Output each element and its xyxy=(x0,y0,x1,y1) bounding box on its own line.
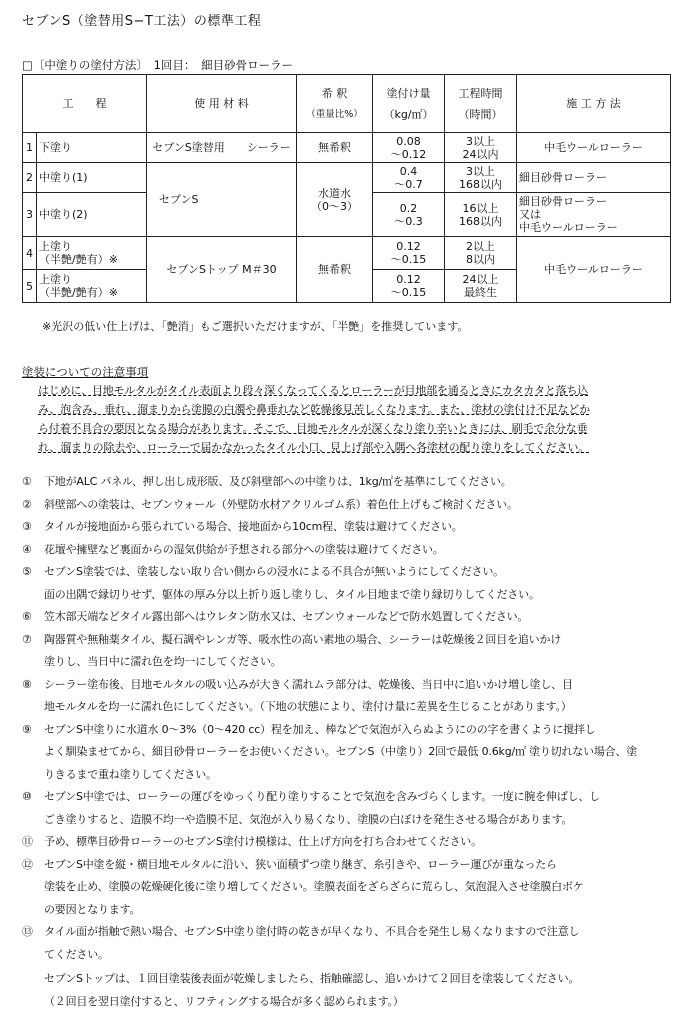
time-min: 3以上 xyxy=(447,165,514,178)
note-text xyxy=(44,516,677,539)
header-dilution-label: 希 釈 xyxy=(299,87,370,100)
row-process: 下塗り xyxy=(37,133,147,163)
dilution-range: （0〜3） xyxy=(299,200,370,213)
note-line: セブンS中塗りに水道水 0〜3%（0〜420 cc）程を加え、棒などで気泡が入らぬようにのの字を書くように撹拌し xyxy=(44,719,677,742)
row-method xyxy=(517,193,671,237)
row-dilution: 無希釈 xyxy=(297,133,373,163)
row-coverage xyxy=(373,133,445,163)
note-line: ごき塗りすると、造膜不均一や造膜不足、気泡が入り易くなり、塗膜の白ぼけを発生させる場合があります。 xyxy=(44,809,677,832)
note-number: ⑩ xyxy=(22,786,42,809)
row-number: 5 xyxy=(23,270,37,303)
row-coverage xyxy=(373,270,445,303)
time-max: 168以内 xyxy=(447,215,514,228)
header-dilution xyxy=(297,75,373,133)
note-line: 斜壁部への塗装は、セブンウォール（外壁防水材アクリルゴム系）着色仕上げもご検討ください。 xyxy=(44,494,677,517)
process-finish: （半艶/艶有）※ xyxy=(39,286,144,299)
coverage-max: 〜0.15 xyxy=(375,286,442,299)
note-line: セブンS中塗を縦・横目地モルタルに沿い、狭い面積ずつ塗り継ぎ、糸引きや、ローラー運びが重なったら xyxy=(44,854,677,877)
note-line: 塗装を止め、塗膜の乾燥硬化後に塗り増してください。塗膜表面をざらざらに荒らし、気泡混入させ塗膜白ボケ xyxy=(44,876,677,899)
row-number: 2 xyxy=(23,163,37,193)
note-line: 地モルタルを均一に濡れ色にしてください。（下地の状態により、塗付け量に差異を生じることがあります。） xyxy=(44,696,677,719)
row-time xyxy=(445,270,517,303)
coverage-min: 0.12 xyxy=(375,240,442,253)
table-row xyxy=(23,163,671,193)
row-time xyxy=(445,163,517,193)
method-or: 又は xyxy=(519,208,668,221)
header-dilution-unit: （重量比%） xyxy=(299,108,370,121)
note-line: シーラー塗布後、目地モルタルの吸い込みが大きく濡れムラ部分は、乾燥後、当日中に追いかけ増し塗し、目 xyxy=(44,674,677,697)
note-line: 花壇や擁壁など裏面からの湿気供給が予想される部分への塗装は避けてください。 xyxy=(44,539,677,562)
note-text xyxy=(44,629,677,674)
note-line: 面の出隅で縁切りせず、躯体の厚み分以上折り返し塗りし、タイル目地まで塗り縁切りしてください。 xyxy=(44,584,677,607)
note-text xyxy=(44,539,677,562)
header-time xyxy=(445,75,517,133)
row-materials: セブンS塗替用 シーラー xyxy=(147,133,297,163)
time-min: 2以上 xyxy=(447,240,514,253)
time-max: 168以内 xyxy=(447,178,514,191)
note-number: ④ xyxy=(22,539,42,562)
tail-line: （２回目を翌日塗付すると、リフティングする場合が多く認められます。） xyxy=(44,991,674,1013)
note-line: タイル面が指触で熱い場合、セブンS中塗り塗付時の乾きが早くなり、不具合を発生し易くなりますので注意し xyxy=(44,921,677,944)
table-row xyxy=(23,237,671,270)
coverage-max: 〜0.3 xyxy=(375,215,442,228)
note-number: ⑤ xyxy=(22,561,42,584)
page-title: セブンS（塗替用S−T工法）の標準工程 xyxy=(22,10,261,29)
note-line: 予め、標準目砂骨ローラーのセブンS塗付け模様は、仕上げ方向を打ち合わせてください。 xyxy=(44,831,677,854)
note-number: ⑪ xyxy=(22,831,42,854)
table-header-row xyxy=(23,75,671,133)
header-time-label: 工程時間 xyxy=(447,87,514,100)
row-time xyxy=(445,237,517,270)
dilution-water: 水道水 xyxy=(299,187,370,200)
time-max: 8以内 xyxy=(447,253,514,266)
row-materials: セブンSトップ M＃30 xyxy=(147,237,297,303)
note-text xyxy=(44,606,677,629)
time-max: 最終生 xyxy=(447,286,514,299)
process-name: 上塗り xyxy=(39,273,144,286)
coverage-min: 0.08 xyxy=(375,135,442,148)
notes-tail xyxy=(44,968,674,1013)
note-number: ② xyxy=(22,494,42,517)
header-time-unit: （時間） xyxy=(447,108,514,121)
intro-line: ら付着不具合の要因となる場合があります。そこで、目地モルタルが深くなり塗り辛いときには、刷毛で余分な垂 xyxy=(38,419,673,438)
row-process: 中塗り(1) xyxy=(37,163,147,193)
row-coverage xyxy=(373,163,445,193)
table-row xyxy=(23,133,671,163)
note-number: ⑦ xyxy=(22,629,42,652)
time-min: 3以上 xyxy=(447,135,514,148)
notes-title: 塗装についての注意事項 xyxy=(22,364,148,380)
note-line: 下地がALC パネル、押し出し成形版、及び斜壁部への中塗りは、1kg/㎡を基準にしてください。 xyxy=(44,471,677,494)
note-line: セブンS中塗では、ローラーの運びをゆっくり配り塗りすることで気泡を含みづらくします。一度に腕を伸ばし、し xyxy=(44,786,677,809)
row-method: 中毛ウールローラー xyxy=(517,133,671,163)
method-option-2: 中毛ウールローラー xyxy=(519,221,668,234)
row-process: 中塗り(2) xyxy=(37,193,147,237)
note-line: 笠木部天端などタイル露出部へはウレタン防水又は、セブンウォールなどで防水処置してください。 xyxy=(44,606,677,629)
header-coverage-unit: （kg/㎡） xyxy=(375,108,442,121)
note-text xyxy=(44,561,677,606)
row-method: 細目砂骨ローラー xyxy=(517,163,671,193)
intro-line: はじめに、目地モルタルがタイル表面より段々深くなってくるとローラーが目地部を通るときにカタカタと落ち込 xyxy=(38,381,673,400)
note-line: セブンS塗装では、塗装しない取り合い側からの浸水による不具合が無いようにしてください。 xyxy=(44,561,677,584)
time-max: 24以内 xyxy=(447,148,514,161)
note-number: ③ xyxy=(22,516,42,539)
header-process: 工 程 xyxy=(23,75,147,133)
time-min: 16以上 xyxy=(447,202,514,215)
note-text xyxy=(44,786,677,831)
intro-line: れ、溜まりの除去や、ローラーで届かなかったタイル小口、見上げ部や入隅へ各塗材の配り塗りをしてください。 xyxy=(38,438,673,457)
note-line: りきるまで重ね塗りしてください。 xyxy=(44,764,677,787)
notes-intro xyxy=(38,381,673,457)
time-min: 24以上 xyxy=(447,273,514,286)
coverage-min: 0.2 xyxy=(375,202,442,215)
row-dilution: 無希釈 xyxy=(297,237,373,303)
row-time xyxy=(445,133,517,163)
row-number: 3 xyxy=(23,193,37,237)
table-footnote: ※光沢の低い仕上げは、「艶消」もご選択いただけますが、「半艶」を推奨しています。 xyxy=(42,318,468,334)
application-method-line: □〔中塗りの塗付方法〕 1回目： 細目砂骨ローラー xyxy=(22,57,293,73)
note-line: 陶器質や無釉薬タイル、擬石調やレンガ等、吸水性の高い素地の場合、シーラーは乾燥後２回目を追いかけ xyxy=(44,629,677,652)
header-method: 施 工 方 法 xyxy=(517,75,671,133)
process-name: 上塗り xyxy=(39,240,144,253)
note-line: 塗りし、当日中に濡れ色を均一にしてください。 xyxy=(44,651,677,674)
note-number: ① xyxy=(22,471,42,494)
row-coverage xyxy=(373,193,445,237)
process-table xyxy=(22,74,671,303)
row-dilution xyxy=(297,163,373,237)
tail-line: セブンSトップは、１回目塗装後表面が乾燥しましたら、指触確認し、追いかけて２回目を塗装してください。 xyxy=(44,968,674,991)
note-number: ⑧ xyxy=(22,674,42,697)
note-text xyxy=(44,921,677,966)
coverage-max: 〜0.7 xyxy=(375,178,442,191)
row-time xyxy=(445,193,517,237)
row-materials: セブンS xyxy=(147,163,297,237)
row-process xyxy=(37,270,147,303)
row-number: 4 xyxy=(23,237,37,270)
note-number: ⑥ xyxy=(22,606,42,629)
process-finish: （半艶/艶有）※ xyxy=(39,253,144,266)
note-text xyxy=(44,471,677,494)
row-method: 中毛ウールローラー xyxy=(517,237,671,303)
note-line: よく馴染ませてから、細目砂骨ローラーをお使いください。セブンS（中塗り）2回で最低 0.6kg/㎡ 塗り切れない場合、塗 xyxy=(44,741,677,764)
header-coverage xyxy=(373,75,445,133)
note-text xyxy=(44,719,677,787)
note-text xyxy=(44,854,677,922)
row-process xyxy=(37,237,147,270)
note-line: の要因となります。 xyxy=(44,899,677,922)
header-materials: 使 用 材 料 xyxy=(147,75,297,133)
coverage-max: 〜0.15 xyxy=(375,253,442,266)
row-number: 1 xyxy=(23,133,37,163)
note-text xyxy=(44,831,677,854)
coverage-min: 0.4 xyxy=(375,165,442,178)
note-number: ⑨ xyxy=(22,719,42,742)
note-text xyxy=(44,674,677,719)
method-option-1: 細目砂骨ローラー xyxy=(519,195,668,208)
header-coverage-label: 塗付け量 xyxy=(375,87,442,100)
note-line: タイルが接地面から張られている場合、接地面から10cm程、塗装は避けてください。 xyxy=(44,516,677,539)
intro-line: み、泡含み、垂れ、溜まりから塗膜の白濁や鼻垂れなど乾燥後見苦しくなります。また、塗材の塗付け不足などか xyxy=(38,400,673,419)
coverage-min: 0.12 xyxy=(375,273,442,286)
row-coverage xyxy=(373,237,445,270)
coverage-max: 〜0.12 xyxy=(375,148,442,161)
note-text xyxy=(44,494,677,517)
note-number: ⑬ xyxy=(22,921,42,944)
note-number: ⑫ xyxy=(22,854,42,877)
note-line: てください。 xyxy=(44,944,677,967)
